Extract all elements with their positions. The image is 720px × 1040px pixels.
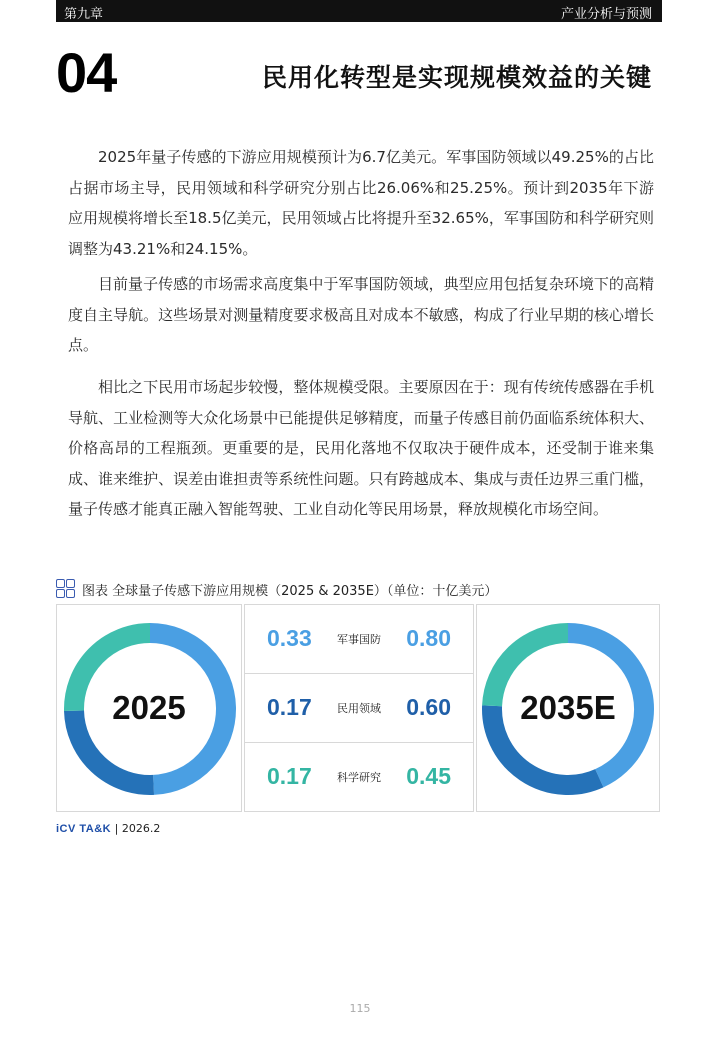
value-2025: 0.33 [267,625,312,651]
values-table [244,604,474,812]
section-title: 民用化转型是实现规模效益的关键 [261,63,652,92]
donut-panel-2035e [476,604,660,812]
donut-comparison-chart [56,604,660,812]
category-label: 军事国防 [337,633,381,646]
value-row [245,605,473,674]
chapter-label: 第九章 [64,7,104,22]
value-row [245,743,473,812]
value-2035e: 0.80 [406,625,451,651]
source-date: | 2026.2 [114,822,161,835]
value-2035e: 0.45 [406,763,451,789]
grid-icon [56,579,76,599]
section-category-label: 产业分析与预测 [560,7,652,22]
section-number: 04 [56,41,117,104]
value-2025: 0.17 [267,763,312,789]
figure-caption-text: 图表 全球量子传感下游应用规模（2025 & 2035E）（单位：十亿美元） [82,583,498,599]
value-row [245,674,473,743]
value-2035e: 0.60 [406,694,451,720]
body-paragraph-2: 目前量子传感的市场需求高度集中于军事国防领域，典型应用包括复杂环境下的高精度自主导航。这些场景对测量精度要求极高且对成本不敏感，构成了行业早期的核心增长点。 [68,275,654,354]
donut-center-label-2035e: 2035E [520,689,616,726]
chapter-header-bar [56,0,662,22]
donut-center-label-2025: 2025 [112,689,186,726]
category-label: 民用领域 [337,702,381,715]
value-2025: 0.17 [267,694,312,720]
donut-panel-2025 [56,604,242,812]
figure-caption [56,578,497,600]
page-number: 115 [349,1002,371,1015]
body-paragraph-3: 相比之下民用市场起步较慢，整体规模受限。主要原因在于：现有传统传感器在手机导航、工业检测等大众化场景中已能提供足够精度，而量子传感目前仍面临系统体积大、价格高昂的工程瓶颈。更重要的是，民用化落地不仅取决于硬件成本，还受制于谁来集成、谁来维护、误差由谁担责等系统性问题。只有跨越成本、集成与责任边界三重门槛，量子传感才能真正融入智能驾驶、工业自动化等民用场景，释放规模化市场空间。 [68,378,654,518]
source-logo: iCV TA&K [56,823,112,835]
source-note [56,822,160,835]
body-paragraph-1: 2025年量子传感的下游应用规模预计为6.7亿美元。军事国防领域以49.25%的占比占据市场主导，民用领域和科学研究分别占比26.06%和25.25%。预计到2035年下游应用规模将增长至18.5亿美元，民用领域占比将提升至32.65%，军事国防和科学研究则调整为43.21%和24.15%。 [68,148,654,258]
category-label: 科学研究 [337,771,381,784]
